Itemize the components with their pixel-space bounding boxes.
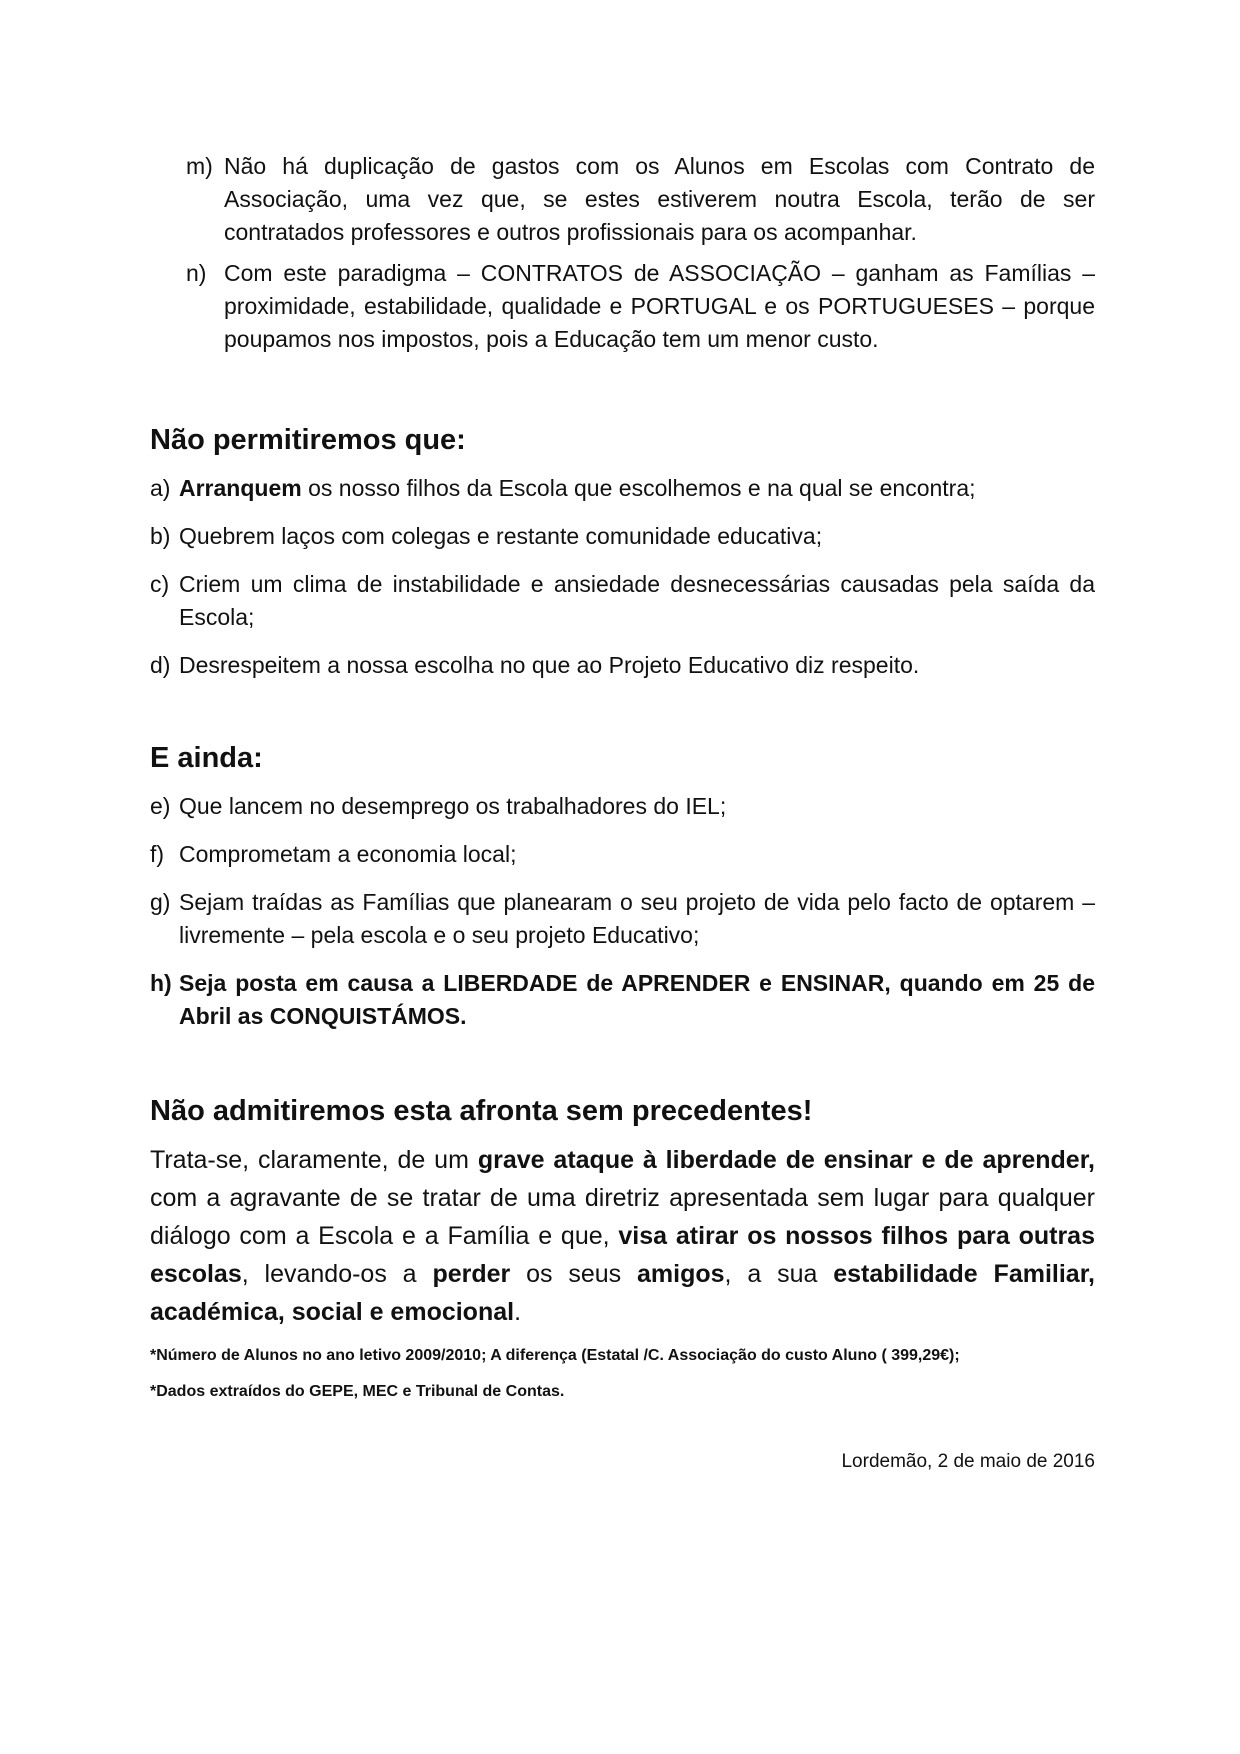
list-item-n — [150, 257, 1095, 356]
para-bold: grave ataque à liberdade de ensinar e de aprender, — [477, 1146, 1095, 1174]
section1-list — [150, 472, 1095, 682]
list-item-d — [150, 649, 1095, 682]
list-item-text: Que lancem no desemprego os trabalhadores do IEL; — [179, 793, 727, 819]
list-item-text: Comprometam a economia local; — [179, 841, 517, 867]
list-marker: b) — [150, 523, 171, 549]
para-text: , levando-os a — [241, 1260, 433, 1288]
list-item-text — [179, 472, 1095, 505]
list-item-b — [150, 520, 1095, 553]
list-item-e — [150, 790, 1095, 823]
footnote: *Número de Alunos no ano letivo 2009/2010; A diferença (Estatal /C. Associação do custo Aluno ( 399,29€); — [150, 1347, 960, 1364]
list-item-text: Com este paradigma – CONTRATOS de ASSOCIAÇÃO – ganham as Famílias – proximidade, estabilidade, qualidade e PORTUGAL e os PORTUGUESES – porque poupamos nos impostos, pois a Educação tem um menor custo. — [224, 260, 1095, 352]
para-text: . — [514, 1298, 522, 1326]
list-marker: m) — [186, 153, 213, 179]
section-heading-nao-admitiremos: Não admitiremos esta afronta sem precedentes! — [150, 1095, 813, 1127]
list-item-c — [150, 568, 1095, 634]
list-marker: f) — [150, 841, 165, 867]
list-item-text: Seja posta em causa a LIBERDADE de APRENDER e ENSINAR, quando em 25 de Abril as CONQUISTÁMOS. — [179, 970, 1095, 1029]
para-bold: visa atirar os nossos filhos para outras escolas — [150, 1222, 1095, 1288]
closing-paragraph — [150, 1141, 1095, 1331]
footnote: *Dados extraídos do GEPE, MEC e Tribunal de Contas. — [150, 1383, 565, 1400]
list-item-text: Quebrem laços com colegas e restante comunidade educativa; — [179, 523, 823, 549]
list-marker: c) — [150, 571, 170, 597]
list-item-f — [150, 838, 1095, 871]
para-text: Trata-se, claramente, de um — [150, 1146, 478, 1174]
list-marker: g) — [150, 889, 171, 915]
para-text: , a sua — [724, 1260, 834, 1288]
list-item-g — [150, 886, 1095, 952]
para-text: os seus — [510, 1260, 637, 1288]
list-item-h — [150, 967, 1095, 1033]
document-page — [150, 150, 1095, 1473]
para-bold: estabilidade Familiar, académica, social e emocional — [150, 1260, 1095, 1326]
list-marker: n) — [186, 260, 207, 286]
section-heading-e-ainda: E ainda: — [150, 742, 263, 774]
section-heading-nao-permitiremos: Não permitiremos que: — [150, 424, 466, 456]
list-item-text: Sejam traídas as Famílias que planearam o seu projeto de vida pelo facto de optarem – livremente – pela escola e o seu projeto Educativo; — [179, 889, 1095, 948]
section2-list — [150, 790, 1095, 1033]
list-marker: d) — [150, 652, 171, 678]
bold-lead: Arranquem — [179, 475, 302, 501]
place-date: Lordemão, 2 de maio de 2016 — [841, 1451, 1095, 1472]
list-item-m — [150, 150, 1095, 249]
list-marker: a) — [150, 475, 171, 501]
top-list — [150, 150, 1095, 356]
para-bold: perder — [432, 1260, 511, 1288]
para-text: com a agravante de se tratar de uma diretriz apresentada sem lugar para qualquer diálogo com a Escola e a Família e que, — [150, 1184, 1095, 1250]
list-item-text: Criem um clima de instabilidade e ansiedade desnecessárias causadas pela saída da Escola; — [179, 571, 1095, 630]
list-item-text: Não há duplicação de gastos com os Alunos em Escolas com Contrato de Associação, uma vez que, se estes estiverem noutra Escola, terão de ser contratados professores e outros profissionais para os acompanhar. — [224, 153, 1095, 245]
list-item-rest: os nosso filhos da Escola que escolhemos e na qual se encontra; — [301, 475, 976, 501]
para-bold: amigos — [637, 1260, 725, 1288]
list-marker: h) — [150, 970, 172, 996]
list-marker: e) — [150, 793, 171, 819]
list-item-a — [150, 472, 1095, 505]
list-item-text: Desrespeitem a nossa escolha no que ao Projeto Educativo diz respeito. — [179, 652, 920, 678]
